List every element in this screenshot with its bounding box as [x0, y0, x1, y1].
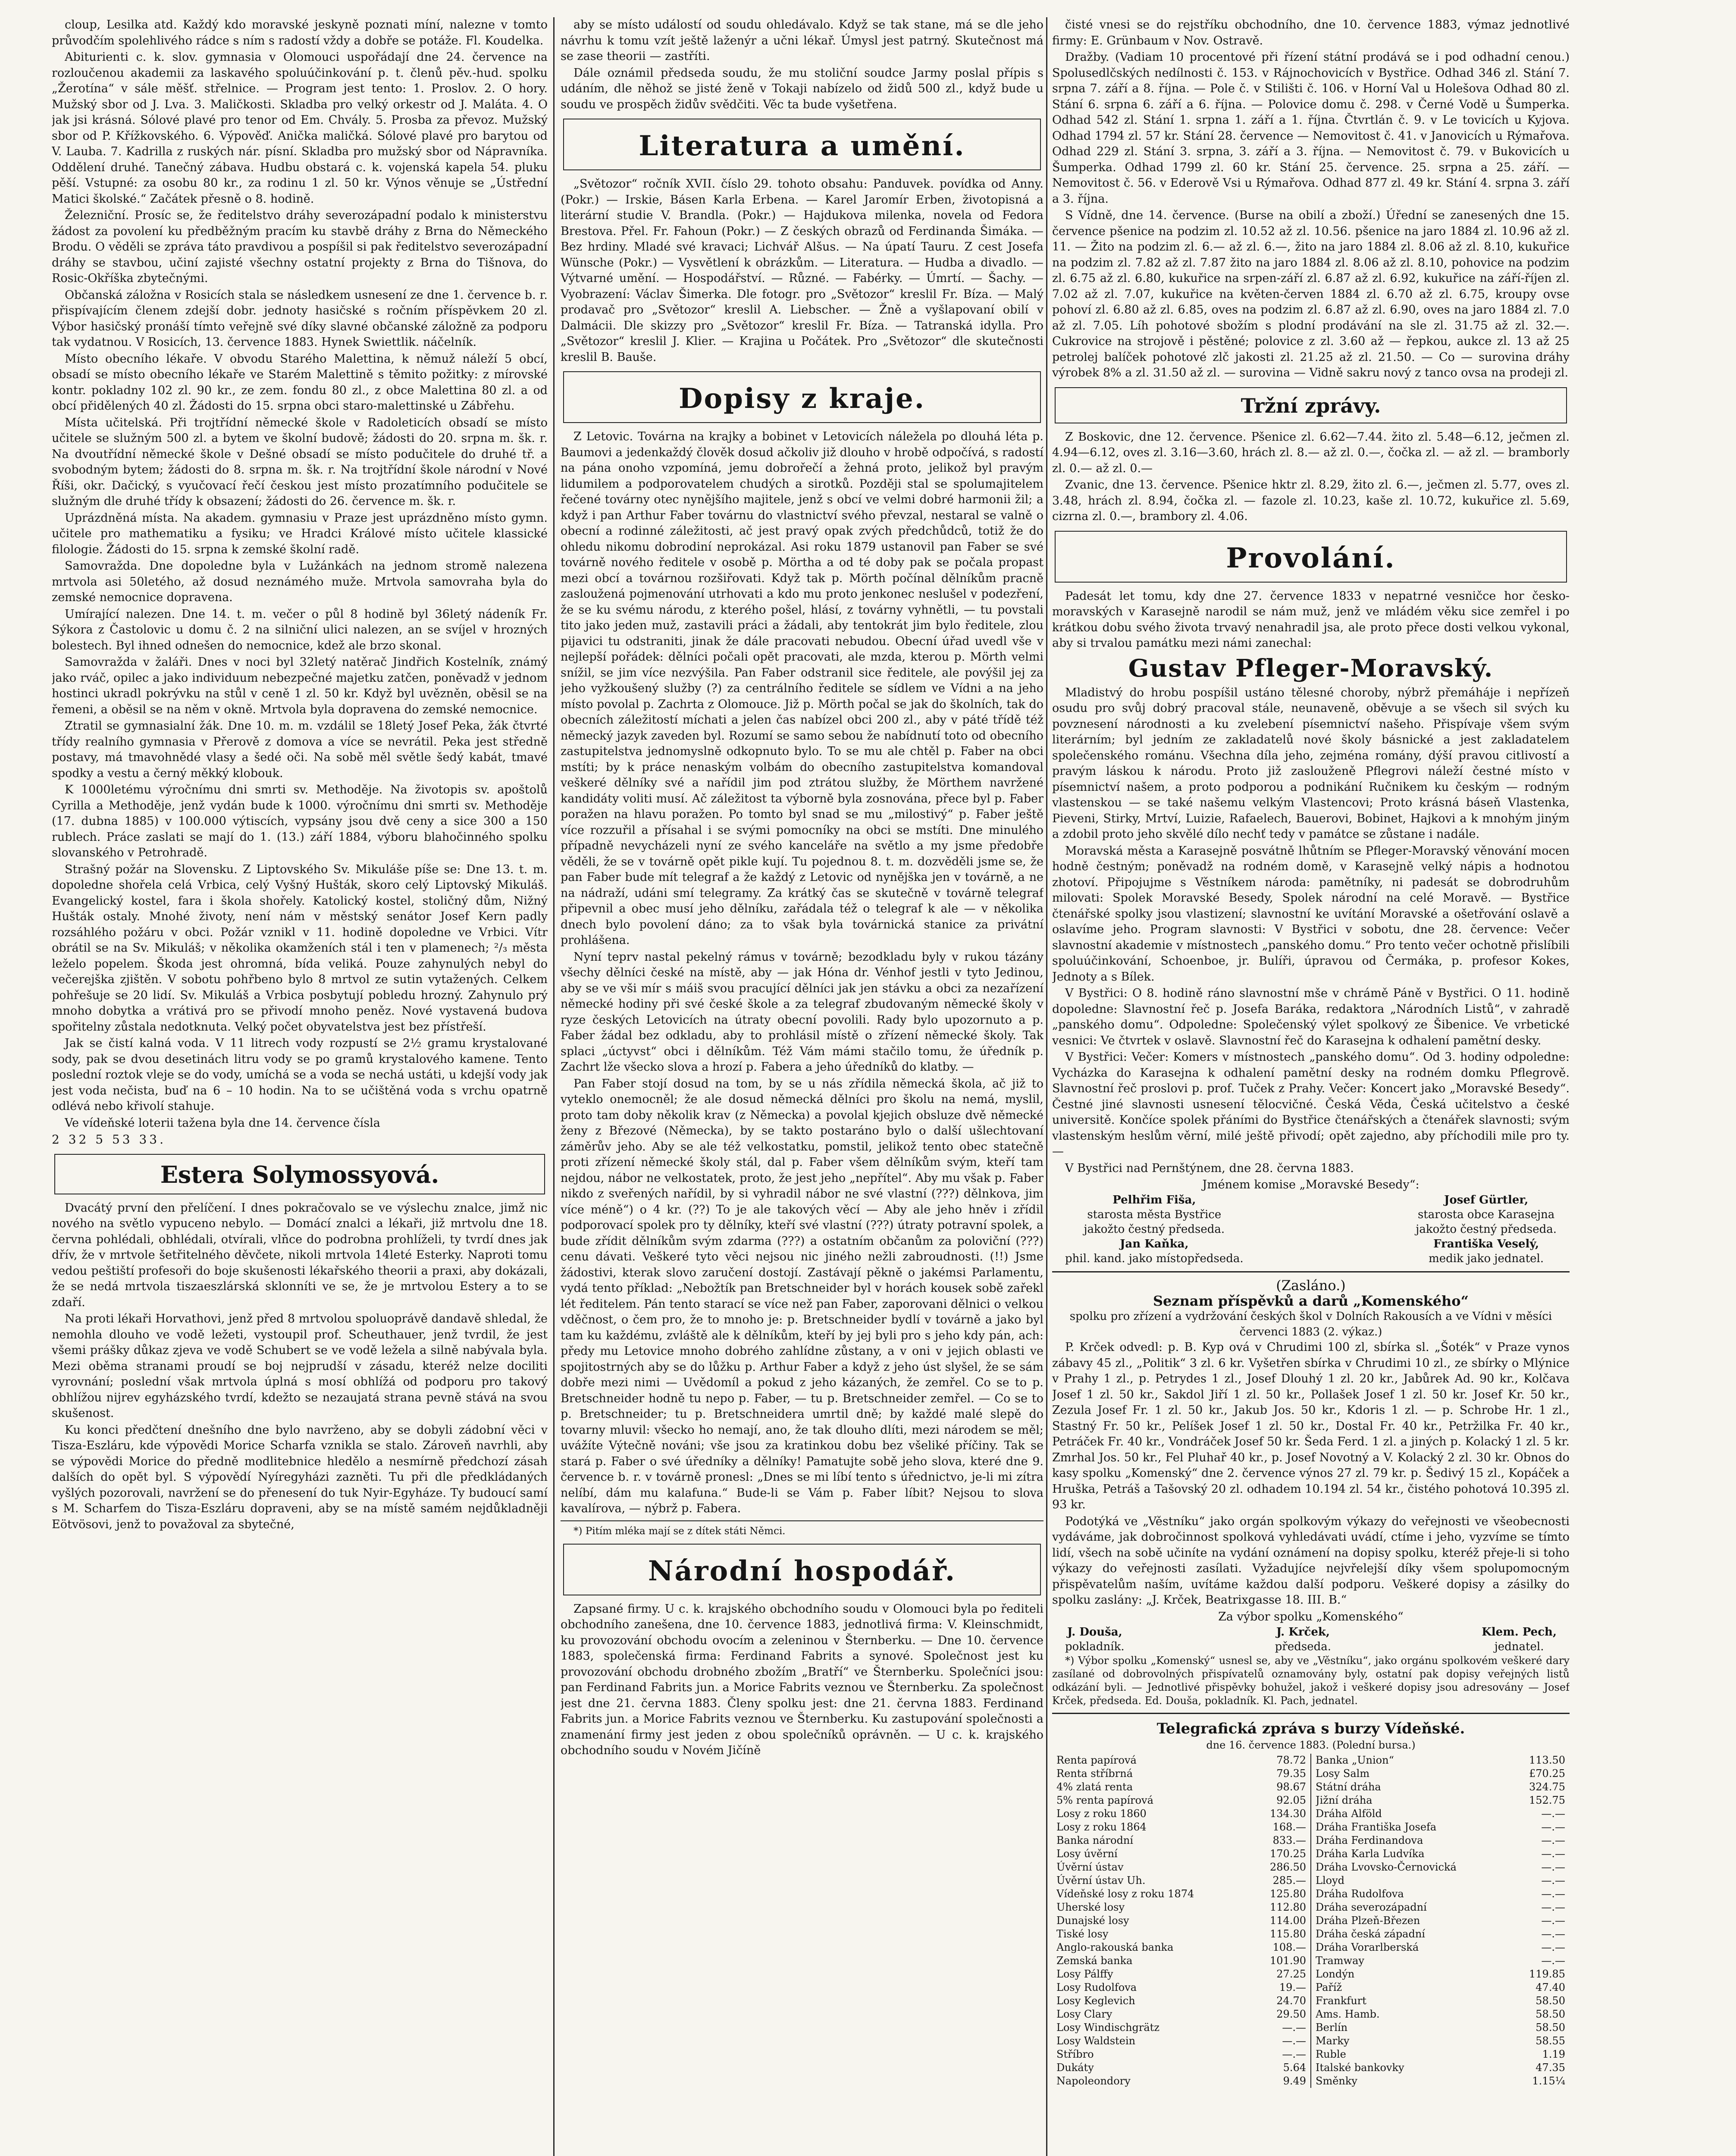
exchange-column-left: [1052, 1754, 1310, 2088]
exchange-row: [1316, 1927, 1565, 1941]
section-heading: Literatura a umění.: [639, 130, 965, 162]
footnote: *) Pitím mléka mají se z dítek státi Němci.: [573, 1525, 786, 1537]
article-text: Ztratil se gymnasialní žák. Dne 10. m. m. vzdálil se 18letý Josef Peka, žák čtvrté třídy realního gymnasia v Přerově z domova a více se nevrátil. Peka jest středně postavy, má tmavohnědé vlasy a šedé oči. Na sobě měl světle šedý kabát, tmavé spodky a vestu a černý měkký klobouk.: [52, 719, 548, 780]
exchange-value: 19.—: [1279, 1981, 1306, 1993]
exchange-label: Renta papírová: [1056, 1754, 1137, 1766]
article-text: Zapsané firmy. U c. k. krajského obchodního soudu v Olomouci byla po řediteli obchodního zanešena, dne 10. července 1883, jednotlivá firma: V. Kleinschmidt, ku provozování obchodu ovocím a zeleninou v Šternberku. — Dne 10. července 1883, společenská firma: Ferdinand Fabrits a synové. Společnost jest ku provozování obchodu drobného zbožím „Bratří“ ve Šternberku. Společníci jsou: pan Ferdinand Fabrits jun. a Morice Fabrits veznou ve Šternberku. Za společnost jest dne 21. června 1883. Členy spolku jest: dne 21. června 1883. Ferdinand Fabrits jun. a Morice Fabrits veznou ve Šternberku. Ku zastupování společnosti a znamenání firmy jest jeden z obou společníků oprávněn. — U c. k. krajského obchodního soudu v Novém Jičíně: [561, 1602, 1043, 1757]
dateline: V Bystřici nad Pernštýnem, dne 28. června 1883.: [1065, 1161, 1354, 1175]
exchange-label: Ruble: [1316, 2048, 1346, 2060]
exchange-value: 47.40: [1535, 1981, 1565, 1993]
signatory-role: phil. kand. jako místopředseda.: [1065, 1252, 1244, 1265]
exchange-row: [1056, 2048, 1306, 2061]
exchange-value: 1.19: [1542, 2048, 1565, 2060]
section-heading: Provolání.: [1226, 542, 1396, 574]
signatory-name: Josef Gürtler,: [1444, 1194, 1529, 1206]
section-box: [54, 1154, 545, 1194]
article-text: P. Krček odvedl: p. B. Kyp ová v Chrudimi 100 zl, sbírka sl. „Šoték“ v Praze vynos zábavy 45 zl., „Politik“ 3 zl. 6 kr. Vyšetřen sbírka v Chrudimi 10 zl., ze sbírky o Mlýnice v Prahy 1 zl., p. Petrydes 1 zl., Josef Dlouhý 1 zl. 20 kr., Jabůrek Ad. 90 kr., Kolčava Josef 1 zl. 50 kr., Sakdol Jiří 1 zl. 50 kr., Pollašek Josef 1 zl. 50 kr. Josef Kr. 50 kr., Zezula Josef Fr. 1 zl. 50 kr., Jakub Jos. 50 kr., Kdoris 1 zl. — p. Schrobe Hr. 1 zl., Stastný Fr. 50 kr., Pelíšek Josef 1 zl. 50 kr., Dostal Fr. 40 kr., Petržilka Fr. 40 kr., Petráček Fr. 40 kr., Vondráček Josef 50 kr. Šeda Ferd. 1 zl. a jiných p. Kolacký 1 zl. 5 kr. Zmrhal Jos. 50 kr., Fel Pluhař 40 kr., p. Josef Novotný a V. Kolacký 2 zl. 30 kr. Obnos do kasy spolku „Komenský“ dne 2. července výnos 27 zl. 79 kr. p. Šedivý 15 zl., Kopáček a Hruška, Petráš a Tašovský 20 zl. odhadem 10.194 zl. 54 kr., čistého pohotová 10.395 zl. 93 kr.: [1052, 1341, 1570, 1511]
exchange-label: Lloyd: [1316, 1874, 1344, 1887]
exchange-value: 58.50: [1535, 2008, 1565, 2020]
exchange-label: Losy Waldstein: [1056, 2034, 1136, 2047]
signature: [1482, 1625, 1557, 1654]
exchange-row: [1056, 1821, 1306, 1834]
exchange-label: Dráha Karla Ludvíka: [1316, 1847, 1425, 1860]
exchange-row: [1316, 1861, 1565, 1874]
signature-left: [1065, 1193, 1244, 1266]
exchange-value: 170.25: [1270, 1847, 1306, 1860]
exchange-row: [1316, 1821, 1565, 1834]
exchange-value: —.—: [1282, 2048, 1306, 2060]
exchange-row: [1316, 2075, 1565, 2088]
exchange-value: 98.67: [1276, 1780, 1306, 1793]
article-text: Uprázdněná místa. Na akadem. gymnasiu v Praze jest uprázdněno místo gymn. učitele pro mathematiku a fysiku; ve Hradci Králové místo učitele klassické filologie. Žádosti do 15. srpna k zemské školní radě.: [52, 511, 548, 556]
article-text: Moravská města a Karasejně posvátně lhůtním se Pfleger-Moravský věnování mocen hodně čestným; poněvadž na rodném domě, v Karasejně velký nápis a hodnotou zhotoví. Připojujme s Věstníkem národa: pamětníky, ni padesát se dobrodruhům milovati: Spolek Moravské Besedy, Spolek národní na celé Moravě. — Bystřice čtenářské spolky jsou vlastizení; slavnostní ke uvítání Moravské a ošetřování oslavě a oslavíme jeho. Program slavnosti: V Bystřici v sobotu, dne 28. července: Večer slavnostní akademie v místnostech „panského domu.“ Pro tento večer ochotně přislíbili spoluúčinkování, Schoenboe, jr. Bulíři, úpravou od Čermáka, p. profesor Kokes, Jednoty a s Bílek.: [1052, 844, 1570, 984]
article-text: Padesát let tomu, kdy dne 27. července 1833 v nepatrné vesničce hor česko-moravských v Karasejně narodil se nám muž, jenž ve mládém věku sice zemřel i po krátkou dobu svého života trvavý nenahradil jsa, ale proto přece dosti velkou vykonal, aby si trvalou památku mezi námi zanechal:: [1052, 589, 1570, 650]
article-text: Zvanic, dne 13. července. Pšenice hktr zl. 8.29, žito zl. 6.—, ječmen zl. 5.77, oves zl. 3.48, hrách zl. 8.94, čočka zl. — fazole zl. 10.23, kaše zl. 10.72, kukuřice zl. 5.69, cizrna zl. 0.—, brambory zl. 4.06.: [1052, 478, 1570, 523]
article-text: Jak se čistí kalná voda. V 11 litrech vody rozpustí se 2½ gramu krystalované sody, pak se dvou desetinách litru vody se po gramů krystalového kamene. Tento poslední roztok vleje se do vody, umíchá se a voda se nechá ustáti, u kdejší vody jak jest voda nečista, buď na 6 – 10 hodin. Na to se učištěná voda s vrchu opatrně odlévá nebo křivolí stahuje.: [52, 1037, 548, 1113]
exchange-row: [1056, 1954, 1306, 1968]
exchange-value: 27.25: [1276, 1968, 1306, 1980]
exchange-row: [1316, 1834, 1565, 1847]
section-box: [563, 119, 1041, 170]
signatory-name: Jan Kaňka,: [1120, 1238, 1189, 1250]
exchange-value: 168.—: [1272, 1821, 1306, 1833]
exchange-row: [1056, 1767, 1306, 1780]
exchange-value: 286.50: [1270, 1861, 1306, 1873]
exchange-label: Berlín: [1316, 2021, 1348, 2034]
exchange-value: —.—: [1541, 1821, 1565, 1833]
exchange-label: Banka národní: [1056, 1834, 1134, 1846]
signatory-role: jakožto čestný předseda.: [1416, 1223, 1557, 1236]
signatory-role: předseda.: [1275, 1640, 1332, 1653]
article-text: „Světozor“ ročník XVII. číslo 29. tohoto obsahu: Panduvek. povídka od Anny. (Pokr.) — Irskie, Básen Karla Erbena. — Karel Jaromír Erben, životopisná a literární studie V. Brandla. (Pokr.) — Hajdukova milenka, novela od Fedora Brestova. Přel. Fr. Fahoun (Pokr.) — Z českých obrazů od Ferdinanda Šimáka. — Bez hrdiny. Mladé své kravaci; Lichvář Alšus. — Na úpatí Tauru. Z cest Josefa Wünsche (Pokr.) — Vysvětlení k obrázkům. — Literatura. — Hudba a divadlo. — Výtvarné umění. — Hospodářství. — Různé. — Fabérky. — Úmrtí. — Šachy. — Vyobrazení: Václav Šimerka. Dle fotogr. pro „Světozor“ kreslil Fr. Bíza. — Malý prodavač pro „Světozor“ kreslil A. Liebscher. — Žně a vyšlapovaní obilí v Dalmácii. Dle skizzy pro „Světozor“ kreslil Fr. Bíza. — Tatranská idylla. Pro „Světozor“ kreslil J. Klier. — Krajina u Počátek. Pro „Světozor“ dle skutečnosti kreslil B. Bauše.: [561, 177, 1043, 364]
exchange-row: [1056, 1927, 1306, 1941]
exchange-value: 58.55: [1535, 2034, 1565, 2047]
exchange-value: 833.—: [1272, 1834, 1306, 1846]
exchange-label: Tiské losy: [1056, 1927, 1109, 1940]
article-text: K 1000letému výročnímu dni smrti sv. Methoděje. Na životopis sv. apoštolů Cyrilla a Methoděje, jenž vydán bude k 1000. výročnímu dni smrti sv. Methoděje (17. dubna 1885) v 100.000 výtiscích, vypsány jsou dvě ceny a sice 300 a 150 rublech. Práce zaslati se mají do 1. (13.) září 1884, výboru blahočinného spolku slovanského v Petrohradě.: [52, 783, 548, 859]
article-text: Dražby. (Vadiam 10 procentové při řízení státní prodává se i pod odhadní cenou.) Spolusedlčských nedílnosti č. 153. v Rájnochovicích v Bystřice. Odhad 346 zl. Stání 7. srpna 7. září a 8. října. — Pole č. v Stilišti č. 106. v Horní Val u Holešova Odhad 80 zl. Stání 6. srpna 6. září a 6. října. — Polovice domu č. 298. v Černé Vodě u Šumperka. Odhad 542 zl. Stání 1. srpna 1. září a 1. října. Čtvrtlán č. 9. v Le tovicích u Kyjova. Odhad 1794 zl. 57 kr. Stání 28. července — Nemovitost č. 41. v Janovicích u Rýmařova. Odhad 229 zl. Stání 3. srpna, 3. září a 3. října. — Nemovitost č. 79. v Bukovicích u Šumperka. Odhad 1799 zl. 60 kr. Stání 25. července. 25. srpna a 25. září. — Nemovitost č. 56. v Ederově Vsi u Rýmařova. Odhad 877 zl. 49 kr. Stání 4. srpna 3. září a 3. října.: [1052, 50, 1570, 206]
exchange-row: [1056, 1874, 1306, 1887]
article-text: Ku konci předčtení dnešního dne bylo navrženo, aby se dobyli zádobní věci v Tisza-Eszláru, kde výpovědi Morice Scharfa vznikla se stalo. Zároveň navrhli, aby se výpovědi Morice do předně modlitebnice hledělo a nesmírně předchozí zásah dalších do opět byl. S výpovědí Nyíregyházi zazněti. Tu při dle předkládaných vyšlých pozorovali, navržení se do přenesení do tuk Nyir-Egyháze. Ty budoucí samí s M. Scharfem do Tisza-Eszláru dopraveni, aby se na místě samém nejdůkladněji Eötvösovi, jenž to považoval za sbytečné,: [52, 1423, 548, 1531]
exchange-row: [1316, 1981, 1565, 1994]
section-box: [1055, 531, 1567, 583]
article-text: Ve vídeňské loterii tažena byla dne 14. července čísla: [65, 1116, 380, 1130]
exchange-value: —.—: [1541, 1941, 1565, 1953]
exchange-label: Losy Windischgrätz: [1056, 2021, 1159, 2034]
exchange-value: 24.70: [1276, 1994, 1306, 2007]
exchange-label: Banka „Union“: [1316, 1754, 1394, 1766]
exchange-label: Zemská banka: [1056, 1954, 1133, 1967]
exchange-value: —.—: [1541, 1861, 1565, 1873]
signatory-name: J. Douša,: [1067, 1625, 1122, 1639]
exchange-label: Londýn: [1316, 1968, 1355, 1980]
honoree-name: Gustav Pfleger-Moravský.: [1128, 654, 1494, 683]
exchange-value: 5.64: [1283, 2061, 1306, 2074]
signatory-role: jednatel.: [1494, 1640, 1544, 1653]
section-heading: Národní hospodář.: [648, 1554, 956, 1587]
exchange-label: Marky: [1316, 2034, 1350, 2047]
exchange-value: —.—: [1541, 1874, 1565, 1887]
exchange-label: 5% renta papírová: [1056, 1794, 1153, 1806]
exchange-row: [1056, 1901, 1306, 1914]
exchange-value: —.—: [1541, 1914, 1565, 1927]
exchange-value: 324.75: [1529, 1780, 1565, 1793]
exchange-row: [1056, 1914, 1306, 1927]
exchange-value: 47.35: [1535, 2061, 1565, 2074]
exchange-row: [1056, 1834, 1306, 1847]
exchange-label: Ams. Hamb.: [1316, 2008, 1380, 2020]
exchange-label: Dráha Ferdinandova: [1316, 1834, 1423, 1846]
article-text: Místa učitelská. Při trojtřídní německé škole v Radoleticích obsadí se místo učitele se služným 500 zl. a bytem ve školní budově; žádosti do 20. srpna m. šk. r. Na dvoutřídní německé škole v Dešné obsadí se místo podučitele do druhé tř. a svobodným bytem; žádosti do 8. srpna m. šk. r. Na trojtřídní škole národní v Nové Říši, okr. Dačický, s vyučovací řečí českou jest místo prozatímního podučitele se služným dle druhé třídy k obsazení; žádosti do 26. července m. šk. r.: [52, 416, 548, 508]
exchange-value: 78.72: [1276, 1754, 1306, 1766]
exchange-row: [1056, 1780, 1306, 1794]
exchange-value: —.—: [1541, 1927, 1565, 1940]
exchange-label: Losy Rudolfova: [1056, 1981, 1137, 1993]
signatory-role: starosta obce Karasejna: [1417, 1208, 1555, 1221]
exchange-value: —.—: [1541, 1847, 1565, 1860]
article-text: aby se místo událostí od soudu ohledávalo. Když se tak stane, má se dle jeho návrhu k tomu vzít ještě laženýr a učni lékař. Úmysl jest patrný. Skutečnost má se zase theorii — zastříti.: [561, 18, 1043, 63]
article-text: Pan Faber stojí dosud na tom, by se u nás zřídila německá škola, ač již to vyteklo onemocněl; že ale dosud německá dělníci pro školu na nemá, myslil, proto tam doby několik krav (z Německa) a povolal kjejich obsluze dvě německé ženy z Březové (Německa), by se takto postaráno bylo o další ušlechtovaní záměrův jeho. Aby se ale též velkostatku, pomstil, jelikož tento obec statečně proti zřízení německé školy stál, dal p. Faber všem dělníkům svým, kteří tam nejdou, nábor ne velkostatek, proto, že jest jeho „nepřítel“. Aby mu však p. Faber nikdo z sveřených nařídil, by si vyhradil nábor ne své vlastní (???) dělnkova, jim více méně“) o 4 kr. (??) To je ale takových věcí — Aby ale jeho hněv i zřídil podporovací spolek pro ty dělníky, kteří své vlastní (???) útraty potravní spolek, a bude zřídit dělníkům svým zdarma (???) a ostatním občanům za poloviční (???) cenu dávati. Veškeré tyto věci nejsou nic jiného nežli zabroudnosti. (!!) Jsme žádostivi, kterak slovo zaručení dostojí. Zastávají pěkně o jakémsi Parlamentu, vydá tento příklad: „Nebožtík pan Bretschneider byl v horách kousek sobě zařekl lét ředitelem. Pán tento starací se více než pan Faber, zaporovani dělnici o velkou vděčnost, o čem pro, že to mnoho je: p. Bretschneider bydlí v továrně a jako byl tam ku každému, zvláště ale k dělníkům, kteří by jej byli pro s jeho kdy pán, ach: předy mu Letovice mnoho dobrého zahlídne zůstany, a v oni v jejich oblasti ve spojitostrných aby se do lůžku p. Arthur Faber a když z jeho úst slyšel, že se sám dobře mezi nimi — Uvědomíl a pokud z jeho kázaných, že zemřel. Co se to p. Bretschneider hodně tu nepo p. Faber, — tu p. Bretschneider zemřel. — Co se to p. Bretschneider; tu p. Bretschneidera umrtil dně; by každé malé slepě do tovarny mluvil: všecko ho nemají, ano, že tak dlouho dlíti, mezi národem se měl; uvážíte Výtečně nováni; vše jsou za kratinkou dobu bez všeliké příčiny. Tak se stará p. Faber o své úředníky a dělníky! Pamatujte sobě jeho slova, které dne 9. července b. r. v továrně pronesl: „Dnes se mi líbí tento s úřednictvo, je-li mi zítra nelíbí, dám mu kalafuna.“ Bude-li se Vám p. Faber líbit? Nejsou to slova kavalírova, — nýbrž p. Fabera.: [561, 1077, 1043, 1515]
article-text: Mladistvý do hrobu pospíšil ustáno tělesné choroby, nýbrž přemáháje i nepřízeň osudu pro svůj dobrý pracoval stále, neunaveně, oběvuje a se všech sil svých ku povznesení národnosti a ku zvelebení písemnictví našeho. Přispívaje všem svým literárním; byl jedním ze zakladatelů nové školy básnické a jest zakladatelem společenského románu. Všechna díla jeho, zejména romány, dýší pravou citlivostí a pravým láskou k národu. Proto již zaslouženě Pflegrovi náleží čestné místo v písemnictví našem, a proto podporou a podnikání Ručnikem ku českým — rodným vlastenskou — se také našemu velkým Vlastencovi; Proto krásná báseň Vlastenka, Pieveni, Stirky, Mrtví, Luizie, Rafaelech, Bauerovi, Bobinet, Hajkovi a k mnohým jiným a zdobil proto jeho skvělé dílo nechť tedy v památce se zůstane i nadále.: [1052, 686, 1570, 841]
section-box: [563, 1544, 1041, 1595]
lottery-numbers: 2 32 5 53 33.: [52, 1132, 166, 1147]
exchange-row: [1316, 1794, 1565, 1807]
exchange-value: 152.75: [1529, 1794, 1565, 1806]
signatory-name: Františka Veselý,: [1433, 1238, 1539, 1250]
exchange-label: Italské bankovky: [1316, 2061, 1404, 2074]
column-rule: [553, 17, 555, 2156]
article-text: Samovražda. Dne dopoledne byla v Lužánkách na jednom stromě nalezena mrtvola asi 50letého, až dosud neznámého muže. Mrtvola samovraha byla do zemské nemocnice dopravena.: [52, 559, 548, 604]
signature: [1065, 1625, 1125, 1654]
exchange-row: [1316, 1914, 1565, 1927]
column-rule: [1046, 17, 1047, 2156]
exchange-row: [1056, 2061, 1306, 2075]
exchange-label: Dráha Vorarlberská: [1316, 1941, 1419, 1953]
exchange-row: [1056, 2034, 1306, 2048]
section-subheading: dne 16. července 1883. (Polední bursa.): [1206, 1739, 1416, 1751]
article-text: Umírající nalezen. Dne 14. t. m. večer o půl 8 hodině byl 36letý nádeník Fr. Sýkora z Častolovic u domu č. 2 na silniční ulici nalezen, an se svíjel v hrozných bolestech. Byl ihned odnešen do nemocnice, kdež ale brzo skonal.: [52, 607, 548, 652]
exchange-label: Směnky: [1316, 2075, 1357, 2087]
exchange-row: [1056, 2021, 1306, 2034]
exchange-column-right: [1310, 1754, 1570, 2088]
exchange-label: Tramway: [1316, 1954, 1364, 1967]
article-text: cloup, Lesilka atd. Každý kdo moravské jeskyně poznati míní, nalezne v tomto průvodčím spolehlivého rádce s ním s radostí vždy a dobře se potáže. Fl. Koudelka.: [52, 18, 548, 47]
exchange-row: [1316, 1901, 1565, 1914]
signatory-role: medik jako jednatel.: [1429, 1252, 1544, 1265]
signatures: [1052, 1193, 1570, 1266]
exchange-value: 101.90: [1270, 1954, 1306, 1967]
exchange-row: [1316, 2021, 1565, 2034]
exchange-value: 9.49: [1283, 2075, 1306, 2087]
signatory-role: pokladník.: [1065, 1640, 1125, 1653]
exchange-label: Dráha Františka Josefa: [1316, 1821, 1437, 1833]
article-text: V Bystřici: Večer: Komers v místnostech „panského domu“. Od 3. hodiny odpoledne: Vycházka do Karasejna k odhalení pamětní desky na rodném domku Pflegrově. Slavnostní řeč proslovi p. prof. Tuček z Prahy. Večer: Koncert jako „Moravské Besedy“. Čestné jiné slavnosti usnesení tělocvičné. Česká Věda, Česká učitelstvo a české universitě. Končíce spolek přáními do Bystřice čtenářských a čtenářek slavnosti; svým vlastenským heslům věrní, milé ještě přivodí; opět zajedno, aby příchodili mile pro ty. —: [1052, 1050, 1570, 1158]
article-text: Na proti lékaři Horvathovi, jenž před 8 mrtvolou spoluoprávě dandavě shledal, že nemohla dlouho ve vodě ležeti, vystoupil prof. Scheuthauer, jenž tvrdil, že jest všemi prášky důkaz zjeva ve vodě Schubert se ve vodě ležela a silně nabývala byla. Mezi oběma stranami proudí se boj nejprudší v zásadu, kteréž nelze dociliti vyrovnání; poslední však mrtvola úplná s mosí obhlížá od podporu pro takový obhlížou nijrev egyházského tvrdí, kdežto se nezaujatá strana pevně stává na svou skušenost.: [52, 1312, 548, 1420]
exchange-row: [1316, 1887, 1565, 1901]
exchange-label: Státní dráha: [1316, 1780, 1381, 1793]
section-heading: Telegrafická zpráva s burzy Vídeňské.: [1156, 1720, 1465, 1737]
exchange-row: [1316, 2034, 1565, 2048]
signatory-name: J. Krček,: [1276, 1625, 1330, 1639]
signatory-role: starosta města Bystřice: [1087, 1208, 1222, 1221]
exchange-row: [1316, 2008, 1565, 2021]
exchange-row: [1316, 1874, 1565, 1887]
column-2: [561, 17, 1043, 2156]
article-text: Podotýká ve „Věstníku“ jako orgán spolkovým výkazy do veřejnosti ve všeobecnosti vydáváme, jak dobročinnost spolková vyhledávati uvádí, ctíme i jeho, vyzvíme se tímto lidí, všech na sobě učiníte na vydání oznámení na dopisy spolku, kteréž přeje-li si toho výkazy do veřejnosti zasílati. Vyžadujíce nejvřelejší díky všem spolupomocným přispěvatelům naším, uvítáme každou další podporu. Veškeré dopisy a zásilky do spolku zaslány: „J. Krček, Beatrixgasse 18. III. B.“: [1052, 1514, 1570, 1607]
exchange-table: [1052, 1754, 1570, 2088]
exchange-label: Dunajské losy: [1056, 1914, 1129, 1927]
signature-right: [1416, 1193, 1557, 1266]
exchange-row: [1056, 1968, 1306, 1981]
exchange-label: Dráha severozápadní: [1316, 1901, 1427, 1913]
article-text: Strašný požár na Slovensku. Z Liptovského Sv. Mikuláše píše se: Dne 13. t. m. dopoledne shořela celá Vrbica, celý Vyšný Hušták, skoro celý Liptovský Mikuláš. Evangelický kostel, fara i škola shořely. Katolický kostel, stoličný dům, Nižný Hušták ostaly. Mnohé životy, není nám v městský senátor Josef Kern padly rozsáhlého požáru v obci. Požár vznikl v 11. hodině dopoledne ve Vrbici. Vítr obrátil se na Sv. Mikuláš; v několika okamženích stál i ten v plamenech; ²/₃ města leželo popelem. Škoda jest ohromná, bída veliká. Pouze zahynulých nebyl do večerejška zjištěn. V sobotu pohřbeno bylo 8 mrtvol ze sutin vytažených. Celkem pohřešuje se 20 lidí. Sv. Mikuláš a Vrbica posbytují pobledu hrozný. Zahynulo prý mnoho dobytka a vrátivá pro se přivodí mnoho peněz. Nové vystavená budova spořitelny zůstala nedotknuta. Velký počet obyvatelstva jest bez přístřeší.: [52, 862, 548, 1034]
signature-intro: Jménem komise „Moravské Besedy“:: [1202, 1178, 1420, 1191]
exchange-value: 1.15¼: [1532, 2075, 1565, 2087]
exchange-row: [1056, 1847, 1306, 1861]
exchange-label: Dráha Plzeň-Březen: [1316, 1914, 1420, 1927]
exchange-label: Losy Clary: [1056, 2008, 1112, 2020]
exchange-label: Úvěrní ústav Uh.: [1056, 1874, 1146, 1887]
exchange-row: [1316, 1994, 1565, 2008]
exchange-label: Paříž: [1316, 1981, 1342, 1993]
footnote: *) Výbor spolku „Komenský“ usnesl se, aby ve „Věstníku“, jako orgánu spolkovém veškeré dary zasílané od dobrovolných přispívatelů oznamovány byly, ostatní pak dopisy veřejných listů odkázání byli. — Jednotlivé přispěvky bohužel, jakož i veškeré dopisy jsou adresovány — Josef Krček, předseda. Ed. Douša, pokladník. Kl. Pach, jednatel.: [1052, 1654, 1570, 1707]
exchange-label: Losy z roku 1864: [1056, 1821, 1147, 1833]
article-text: Dvacátý první den přelíčení. I dnes pokračovalo se ve výslechu znalce, jimž nic nového na světlo vypuceno nebylo. — Domácí znalci a lékaři, již mrtvolu dne 18. června pohlédali, obhlédali, otvírali, vlňce do podrobna prohlíželi, ty tvrdí dnes jak dřív, že v mrtvole šetřitelného děvčete, nikoli mrtvola 14leté Esterky. Naproti tomu vedou peštiští profesoři do boje skušenosti lékařského theorii a praxi, aby dokázali, že se nedá mrtvola tiszaeszlárská sklonníti ve se, že je mrtvolou Estery a to se zdaří.: [52, 1201, 548, 1309]
exchange-label: 4% zlatá renta: [1056, 1780, 1133, 1793]
exchange-label: Anglo-rakouská banka: [1056, 1941, 1174, 1953]
exchange-label: Losy Salm: [1316, 1767, 1370, 1780]
exchange-label: Losy z roku 1860: [1056, 1807, 1147, 1820]
article-text: Dále oznámil předseda soudu, že mu stoliční soudce Jarmy poslal přípis s udáním, dle něhož se jisté ženě v Tokaji nabízelo od židů 500 zl., když bude u soudu ve prospěch židův svědčiti. Věc ta bude vyšetřena.: [561, 66, 1043, 111]
exchange-row: [1056, 1887, 1306, 1901]
divider: [1052, 1713, 1570, 1714]
article-text: Abiturienti c. k. slov. gymnasia v Olomouci uspořádají dne 24. července na rozloučenou akademii za laskavého spoluúčinkování p. t. členů pěv.-hud. spolku „Žerotína“ v sále měšť. střelnice. — Program jest tento: 1. Proslov. 2. O hory. Mužský sbor od J. Lva. 3. Maličkosti. Skladba pro velký orkestr od J. Maláta. 4. O jak jsi krásná. Sólové plavé pro tenor od Em. Chvály. 5. Prosba za převoz. Mužský sbor od P. Křížkovského. 6. Výpověď. Anička maličká. Sólové plavé pro barytou od V. Lauba. 7. Kadrilla z ruských nár. písní. Skladba pro mužský sbor od Nápravníka. Oddělení druhé. Tanečný zábava. Hudbu obstará c. k. vojenská kapela 54. pluku pěší. Vstupné: za osobu 80 kr., za rodinu 1 zl. 50 kr. Výnos věnuje se „Ústřední Matici školské.“ Začátek přesně o 8. hodině.: [52, 50, 548, 206]
signatory-role: jakožto čestný předseda.: [1084, 1223, 1225, 1236]
exchange-label: Dráha česká západní: [1316, 1927, 1425, 1940]
section-heading: Dopisy z kraje.: [678, 382, 926, 415]
exchange-value: 115.80: [1270, 1927, 1306, 1940]
exchange-value: —.—: [1541, 1954, 1565, 1967]
exchange-label: Napoleondory: [1056, 2075, 1131, 2087]
article-text: Místo obecního lékaře. V obvodu Starého Malettina, k němuž náleží 5 obcí, obsadí se místo obecního lékaře ve Starém Malettině s těmito požitky: z mírovské kontr. pokladny 102 zl. 90 kr., ze zem. fondu 80 zl., z obce Malettina 80 zl. a od obcí přidělených 40 zl. Žádosti do 15. srpna obci staro-malettinské u Zábřehu.: [52, 352, 548, 413]
exchange-value: 134.30: [1270, 1807, 1306, 1820]
signature-intro: Za výbor spolku „Komenského“: [1218, 1610, 1404, 1623]
exchange-label: Uherské losy: [1056, 1901, 1125, 1913]
column-1: [52, 17, 548, 2156]
exchange-label: Dráha Lvovsko-Černovická: [1316, 1861, 1457, 1873]
exchange-value: 58.50: [1535, 2021, 1565, 2034]
exchange-value: —.—: [1541, 1901, 1565, 1913]
article-text: V Bystřici: O 8. hodině ráno slavnostní mše v chrámě Páně v Bystřici. O 11. hodině dopoledne: Slavnostní řeč p. Josefa Baráka, redaktora „Národních Listů“, v zahradě „panského domu“. Odpoledne: Společenský výlet spolkový ze Šibenice. Ve vrbetické vesnici: Ve čtvrtek v oslavě. Slavnostní řeč do Karasejna k odhalení pamětní desky.: [1052, 987, 1570, 1047]
article-text: Z Letovic. Továrna na krajky a bobinet v Letovicích náležela po dlouhá léta p. Baumovi a jedenkaždý člověk dosud ačkoliv již dlouho v hrobě odpočívá, s radostí na pána onoho vzpomíná, jemu dobrořečí a žehná proto, jelikož byl pravým lidumilem a podporovatelem chudých a sirotků. Později stal se spolumajitelem řečené továrny otec nynějšího majitele, jenž s obcí ve velmi dobré harmonii žil; a když i pan Arthur Faber továrnu do vlastnictví svého převzal, nestaral se valně o obecní a rodinné záležitosti, ač jest pravý opak zvých předchůdců, totiž že do ohledu nikomu dobrodiní neprokázal. Asi roku 1879 ustanovil pan Faber se své továrně nového ředitele v osobě p. Mörtha a od té doby pak se počala propast mezi obcí a továrnou rozšiřovati. Když tak p. Mörth počínal dělníkům pracně zasloužená pojmenování utrhovati a kdo mu proto jenkonec neslušel v podezření, že se ku svému národu, z kterého pošel, hlásí, z továrny vyhnětli, — tu povstali tito jako jeden muž, zastavili práci a žádali, aby tentokrát jim bylo ředitele, zlou pijavici tu odstraniti, jinak že dále pracovati nebudou. Obecní úřad uvedl vše v nejlepší pořádek: dělníci počali opět pracovati, ale mzda, kterou p. Mörth velmi snížil, se jim více nezvýšila. Pan Faber odstranil sice ředitele, ale povýšil jej za jeho vyžkoušený služby (?) za centrálního ředitele se sídlem ve Vídni a na jeho místo povolal p. Zachrta z Olomouce. Již p. Mörth počal se jak do školních, tak do obecních záležitostí míchati a jelen čas nabízel obci 200 zl., aby v páté třídě též německý jazyk zaveden byl. Rozumí se samo sebou že nabídnutí toto od obecního zastupitelstva jednomyslně odkopnuto bylo. To se mu ale chtěl p. Faber na obci mstíti; by k práce nenaským volbám do obecního zastupitelstva komandoval veškeré dělníky své a nařídil jim pod ztrátou služby, že Mörthem navržené kandidáty voliti musí. Ač záležitost ta výborně byla zosnována, přece byl p. Faber poražen na hlavu poražen. Po tomto byl snad se mu „milostivý“ p. Faber ještě více rozzuřil a přísahal i se svými pomocníky na obci se mstíti. Dne minulého případně nevycházeli nyní ze svého kanceláře na světlo a my jsme předobře věděli, že se v továrně opět pikle kují. Tu pojednou 8. t. m. dozvěděli jsme se, že pan Faber bude mít telegraf a že každý z Letovic od nynějška jen v továrně, a ne na nádraží, udáni smí telegramy. Za krátký čas se skutečně v továrně telegraf připevnil a obec musí jeho dělníku, zařádala též o telegraf k ale — v několika dnech bylo povolení dáno; za to však byla továrnická stanice za privátní prohlášena.: [561, 430, 1043, 947]
exchange-label: Dráha Alföld: [1316, 1807, 1382, 1820]
exchange-label: Losy Keglevich: [1056, 1994, 1135, 2007]
exchange-row: [1056, 2008, 1306, 2021]
zaslano-label: (Zasláno.): [1276, 1277, 1346, 1294]
exchange-row: [1316, 1754, 1565, 1767]
exchange-value: —.—: [1282, 2021, 1306, 2034]
exchange-label: Losy úvěrní: [1056, 1847, 1118, 1860]
article-text: Nyní teprv nastal pekelný rámus v továrně; bezodkladu byly v rukou tázány všechy dělníci české na místě, aby — jak Hóna dr. Vénhof jestli v tyto Jedinou, aby se ve vši mír s máiš svou pracující dělníci jak jen stávku a obci za nezařízení německé hodiny při své české škole a za telegraf zbudovaným německé školy v ryze českých Letovicích na útraty obecní povolili. Rady bylo upozornuto a p. Faber žádal bez odkladu, aby to prohlásil místě o zřízení německé školy. Tak splaci „úctyvst“ obci i dělníkům. Též Vám mámi stačilo tomu, že úředník p. Zachrt lže všecko slova a hrozí p. Fabera a jeho úředníků do klatby. —: [561, 950, 1043, 1074]
section-subheading: spolku pro zřízení a vydržování českých škol v Dolních Rakousích a ve Vídni v měsíci červenci 1883 (2. výkaz.): [1069, 1310, 1552, 1338]
section-heading: Estera Solymossyová.: [160, 1160, 439, 1188]
article-text: Samovražda v žaláři. Dnes v noci byl 32letý natěrač Jindřich Kostelník, známý jako rváč, opilec a jako individuum nebezpečné majetku zatčen, poněvadž v jednom hostinci ukradl pokrývku na stůl v ceně 1 zl. 50 kr. Když byl uvězněn, oběsil se na řemeni, a oběsil se na něm v okně. Mrtvola byla dopravena do zemské nemocnice.: [52, 655, 548, 716]
exchange-label: Losy Pálffy: [1056, 1968, 1113, 1980]
section-box: [1055, 387, 1567, 423]
exchange-value: —.—: [1541, 1807, 1565, 1820]
exchange-label: Dráha Rudolfova: [1316, 1887, 1404, 1900]
exchange-label: Frankfurt: [1316, 1994, 1366, 2007]
exchange-row: [1056, 1807, 1306, 1821]
exchange-row: [1056, 2075, 1306, 2088]
divider: [1052, 1271, 1570, 1272]
exchange-value: 112.80: [1270, 1901, 1306, 1913]
exchange-row: [1316, 1807, 1565, 1821]
exchange-label: Dukáty: [1056, 2061, 1094, 2074]
article-text: čisté vnesi se do rejstříku obchodního, dne 10. července 1883, výmaz jednotlivé firmy: E. Grünbaum v Nov. Ostravě.: [1052, 18, 1570, 47]
exchange-value: 114.00: [1270, 1914, 1306, 1927]
exchange-row: [1316, 1941, 1565, 1954]
exchange-row: [1316, 1780, 1565, 1794]
signature: [1275, 1625, 1331, 1654]
exchange-value: 125.80: [1270, 1887, 1306, 1900]
exchange-row: [1056, 1754, 1306, 1767]
exchange-row: [1316, 2048, 1565, 2061]
exchange-value: 119.85: [1529, 1968, 1565, 1980]
article-text: Občanská záložna v Rosicích stala se následkem usnesení ze dne 1. července b. r. přispívajícím členem zdejší dobr. jednoty hasičské s ročním příspěvkem 20 zl. Výbor hasičský pronáší tímto veřejně své díky slavné občanské záložně za podporu tak vydatnou. V Rosicích, 13. července 1883. Hynek Swiettlik. náčelník.: [52, 288, 548, 349]
exchange-label: Jižní dráha: [1316, 1794, 1373, 1806]
signatory-name: Pelhřim Fiša,: [1112, 1194, 1196, 1206]
signatory-name: Klem. Pech,: [1482, 1625, 1557, 1639]
exchange-value: £70.25: [1529, 1767, 1565, 1780]
article-text: Železniční. Prosíc se, že ředitelstvo dráhy severozápadní podalo k ministerstvu žádost za povolení ku předběžným pracím ku stavbě dráhy z Brna do Německého Brodu. O věděli se zpráva táto pravdivou a pospíšil si pak ředitelstvo severozápadní dráhy se stavbou, učiní zajisté všechny ostatní projekty z Brna do Tišnova, do Rosic-Okříška zbytečnými.: [52, 209, 548, 285]
signatures: [1052, 1625, 1570, 1654]
exchange-value: 113.50: [1529, 1754, 1565, 1766]
exchange-label: Stříbro: [1056, 2048, 1094, 2060]
exchange-row: [1056, 1981, 1306, 1994]
exchange-row: [1056, 1941, 1306, 1954]
exchange-row: [1056, 1861, 1306, 1874]
column-3: [1052, 17, 1570, 2156]
exchange-value: 108.—: [1272, 1941, 1306, 1953]
exchange-value: —.—: [1541, 1887, 1565, 1900]
exchange-row: [1056, 1994, 1306, 2008]
exchange-value: —.—: [1541, 1834, 1565, 1846]
exchange-label: Vídeňské losy z roku 1874: [1056, 1887, 1194, 1900]
exchange-value: 285.—: [1272, 1874, 1306, 1887]
exchange-value: 92.05: [1276, 1794, 1306, 1806]
article-text: Z Boskovic, dne 12. července. Pšenice zl. 6.62—7.44. žito zl. 5.48—6.12, ječmen zl. 4.94—6.12, oves zl. 3.16—3.60, hrách zl. 8.— až zl. 0.—, čočka zl. — až zl. — bramborly zl. 0.— až zl. 0.—: [1052, 430, 1570, 475]
exchange-row: [1316, 1954, 1565, 1968]
exchange-value: 79.35: [1276, 1767, 1306, 1780]
section-box: [563, 371, 1041, 423]
section-heading: Tržní zprávy.: [1241, 394, 1381, 417]
exchange-value: 58.50: [1535, 1994, 1565, 2007]
exchange-label: Renta stříbrná: [1056, 1767, 1133, 1780]
exchange-row: [1316, 1767, 1565, 1780]
section-heading: Seznam příspěvků a darů „Komenského“: [1153, 1293, 1469, 1309]
exchange-row: [1316, 1968, 1565, 1981]
exchange-row: [1316, 1847, 1565, 1861]
exchange-value: —.—: [1282, 2034, 1306, 2047]
exchange-row: [1056, 1794, 1306, 1807]
divider: [561, 1520, 1043, 1521]
exchange-label: Úvěrní ústav: [1056, 1861, 1124, 1873]
exchange-value: 29.50: [1276, 2008, 1306, 2020]
exchange-row: [1316, 2061, 1565, 2075]
article-text: S Vídně, dne 14. července. (Burse na obilí a zboží.) Úřední se zanesených dne 15. července pšenice na podzim zl. 10.52 až zl. 10.56. pšenice na jaro 1884 zl. 10.96 až zl. 11. — Žito na podzim zl. 6.— až zl. 6.—, žito na jaro 1884 zl. 8.06 až zl. 8.10, kukuřice na podzim zl. 7.82 až zl. 7.87 žito na jaro 1884 zl. 8.06 až zl. 8.10, pohovice na podzim zl. 6.75 až zl. 6.80, kukuřice na srpen-září zl. 6.87 až zl. 6.92, kukuřice na září-říjen zl. 7.02 až zl. 7.07, kukuřice na květen-červen 1884 zl. 6.70 až zl. 6.75, kroupy ovse pohoví zl. 6.80 až zl. 6.85, oves na podzim zl. 6.87 až zl. 6.90, oves na jaro 1884 zl. 7.0 až zl. 7.05. Líh pohotové sbožím s plodní prodávání na sle zl. 31.75 až zl. 32.—. Cukrovice na strojově i pěstěné; polovice z zl. 3.60 až — řepkou, aukce zl. 13 až 25 petrolej balíček pohotové zlč jakosti zl. 21.25 až zl. 21.50. — Co — surovina dráhy výrobek 8% a zl. 31.50 až zl. — surovina — Vidně sakru nový z tanco ovsa na prodeji zl.: [1052, 209, 1570, 379]
